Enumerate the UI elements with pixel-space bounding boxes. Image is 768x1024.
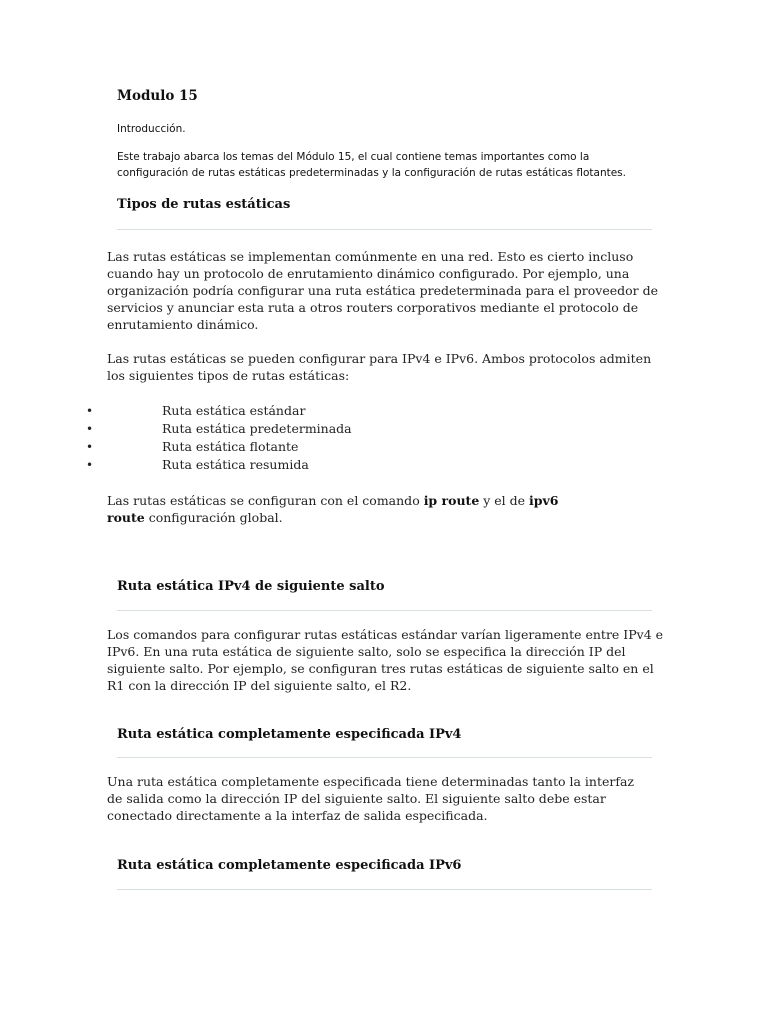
section-heading-fully-specified-ipv4: Ruta estática completamente especificada IPv4 bbox=[117, 727, 462, 742]
bullet-icon: • bbox=[86, 422, 94, 436]
command-ipv6-route: ipv6 route bbox=[107, 493, 559, 525]
list-item: • Ruta estática flotante bbox=[86, 439, 299, 454]
section-divider bbox=[117, 229, 652, 230]
section-divider bbox=[117, 889, 652, 890]
section2-paragraph: Los comandos para configurar rutas estáticas estándar varían ligeramente entre IPv4 e IPv6. En una ruta estática de siguiente salto, solo se especifica la dirección IP del siguiente salto. Por ejemplo, se configuran tres rutas estáticas de siguiente salto en el R1 con la dirección IP del siguiente salto, el R2. bbox=[107, 627, 664, 693]
list-item: • Ruta estática resumida bbox=[86, 457, 309, 472]
section1-paragraph-1: Las rutas estáticas se implementan comúnmente en una red. Esto es cierto incluso cuando hay un protocolo de enrutamiento dinámico configurado. Por ejemplo, una organización podría configurar una ruta estática predeterminada para el proveedor de servicios y anunciar esta ruta a otros routers corporativos mediante el protocolo de enrutamiento dinámico. bbox=[107, 249, 659, 332]
section-heading-fully-specified-ipv6: Ruta estática completamente especificada IPv6 bbox=[117, 858, 462, 873]
bullet-icon: • bbox=[86, 458, 94, 472]
command-ip-route: ip route bbox=[423, 493, 480, 508]
document-title: Modulo 15 bbox=[117, 88, 198, 104]
bullet-icon: • bbox=[86, 404, 94, 418]
bullet-icon: • bbox=[86, 440, 94, 454]
list-item: • Ruta estática predeterminada bbox=[86, 421, 352, 436]
section-divider bbox=[117, 757, 652, 758]
intro-text: Este trabajo abarca los temas del Módulo 15, el cual contiene temas importantes como la configuración de rutas estáticas predeterminadas y la configuración de rutas estáticas flotantes. bbox=[117, 151, 626, 179]
section1-paragraph-3: Las rutas estáticas se configuran con el comando ip route y el de ipv6 route configuración global. bbox=[107, 493, 559, 525]
section3-paragraph: Una ruta estática completamente especificada tiene determinadas tanto la interfaz de salida como la dirección IP del siguiente salto. El siguiente salto debe estar conectado directamente a la interfaz de salida especificada. bbox=[107, 774, 635, 823]
list-item: • Ruta estática estándar bbox=[86, 403, 306, 418]
section-heading-next-hop: Ruta estática IPv4 de siguiente salto bbox=[117, 579, 385, 594]
section-heading-tipos: Tipos de rutas estáticas bbox=[117, 197, 291, 212]
section-divider bbox=[117, 610, 652, 611]
intro-label: Introducción. bbox=[117, 123, 186, 135]
static-route-types-list bbox=[86, 402, 486, 474]
section1-paragraph-2: Las rutas estáticas se pueden configurar para IPv4 e IPv6. Ambos protocolos admiten los siguientes tipos de rutas estáticas: bbox=[107, 351, 652, 383]
